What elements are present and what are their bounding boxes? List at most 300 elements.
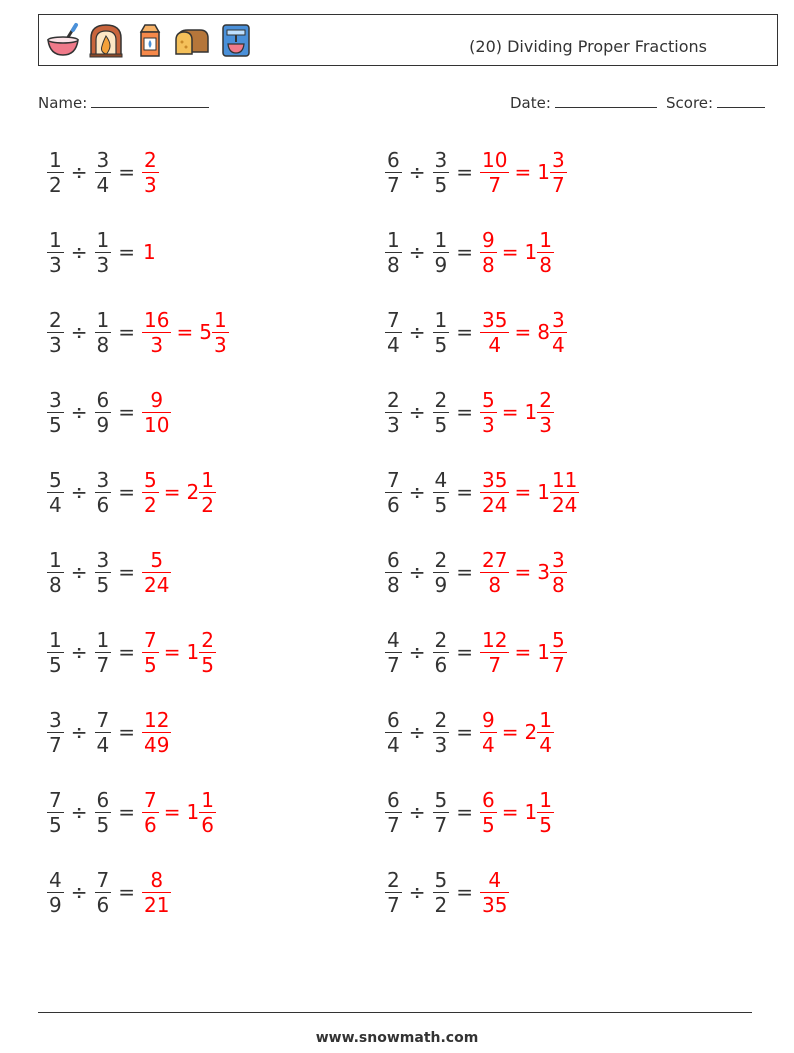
oven-icon (88, 22, 124, 58)
equals-sign: = (118, 240, 135, 264)
answer-fraction (481, 147, 508, 197)
dividend-fraction-denominator: 9 (49, 892, 62, 917)
name-label: Name: (38, 94, 88, 112)
mixed-number-answer (186, 467, 215, 517)
divisor-fraction (96, 467, 111, 517)
dividend-fraction (48, 147, 63, 197)
equals-sign: = (118, 160, 135, 184)
dividend-fraction-denominator: 8 (387, 252, 400, 277)
divisor-fraction (434, 707, 449, 757)
divide-sign: ÷ (70, 160, 88, 184)
equals-sign: = (456, 240, 473, 264)
dividend-fraction-numerator: 3 (49, 707, 62, 732)
answer-fraction-numerator: 6 (482, 787, 495, 812)
divide-sign: ÷ (408, 160, 426, 184)
answer-equals-sign: = (163, 800, 181, 824)
dividend-fraction-numerator: 1 (49, 227, 62, 252)
answer-fraction-numerator: 12 (144, 707, 170, 732)
mixed-number-answer (524, 707, 553, 757)
name-field (38, 93, 209, 112)
divide-sign: ÷ (70, 320, 88, 344)
divide-sign: ÷ (70, 640, 88, 664)
mixed-fraction-denominator: 8 (539, 252, 552, 277)
divisor-fraction (96, 387, 111, 437)
answer-fraction-denominator: 21 (144, 892, 170, 917)
dividend-fraction-denominator: 4 (49, 492, 62, 517)
mixed-fraction (200, 787, 215, 837)
divide-sign: ÷ (70, 880, 88, 904)
dividend-fraction (386, 867, 401, 917)
answer-fraction-denominator: 5 (144, 652, 157, 677)
dividend-fraction (386, 787, 401, 837)
dividend-fraction-denominator: 3 (49, 332, 62, 357)
divisor-fraction-denominator: 4 (96, 732, 110, 757)
mixed-whole: 5 (199, 320, 212, 344)
dividend-fraction-denominator: 7 (387, 652, 400, 677)
answer-fraction-numerator: 4 (488, 867, 502, 892)
divisor-fraction (96, 147, 111, 197)
problem-item (386, 782, 553, 842)
dividend-fraction-numerator: 2 (49, 307, 62, 332)
mixed-fraction-numerator: 1 (213, 307, 227, 332)
dividend-fraction-numerator: 6 (387, 147, 400, 172)
dividend-fraction-denominator: 8 (49, 572, 62, 597)
mixed-fraction-numerator: 3 (551, 307, 565, 332)
mixed-fraction (200, 467, 215, 517)
dividend-fraction-numerator: 6 (387, 707, 400, 732)
mixed-whole: 1 (186, 640, 200, 664)
dividend-fraction (48, 867, 63, 917)
date-line[interactable] (555, 93, 657, 108)
equals-sign: = (118, 800, 135, 824)
dividend-fraction-denominator: 5 (49, 652, 62, 677)
answer-fraction-numerator: 5 (150, 547, 164, 572)
answer-fraction-denominator: 6 (144, 812, 157, 837)
divisor-fraction (434, 867, 449, 917)
answer-fraction-numerator: 12 (482, 627, 508, 652)
divisor-fraction-denominator: 6 (434, 652, 448, 677)
milk-carton-icon (131, 22, 167, 58)
mixed-fraction-denominator: 7 (551, 652, 565, 677)
divide-sign: ÷ (70, 480, 88, 504)
divisor-fraction-numerator: 2 (434, 627, 448, 652)
dividend-fraction-denominator: 7 (387, 172, 400, 197)
dividend-fraction-denominator: 8 (387, 572, 400, 597)
divisor-fraction-numerator: 3 (96, 147, 110, 172)
mixed-fraction-denominator: 4 (539, 732, 552, 757)
answer-fraction (481, 707, 496, 757)
divide-sign: ÷ (408, 560, 426, 584)
answer-fraction-numerator: 27 (482, 547, 508, 572)
answer-fraction (143, 707, 170, 757)
divisor-fraction-numerator: 6 (96, 787, 110, 812)
dividend-fraction (386, 387, 401, 437)
problem-item (386, 382, 553, 442)
dividend-fraction-numerator: 1 (387, 227, 400, 252)
dividend-fraction-numerator: 6 (387, 787, 400, 812)
divisor-fraction-numerator: 1 (96, 627, 110, 652)
answer-fraction-denominator: 3 (482, 412, 495, 437)
dividend-fraction (386, 307, 401, 357)
dividend-fraction (48, 707, 63, 757)
dividend-fraction (48, 227, 63, 277)
mixed-fraction-numerator: 1 (201, 467, 214, 492)
problem-item (386, 702, 553, 762)
divisor-fraction-denominator: 5 (434, 492, 448, 517)
dividend-fraction-denominator: 3 (49, 252, 62, 277)
divisor-fraction (96, 627, 111, 677)
icon-row (45, 22, 253, 58)
equals-sign: = (456, 320, 473, 344)
divisor-fraction-numerator: 4 (434, 467, 448, 492)
mixed-fraction (213, 307, 228, 357)
dividend-fraction (48, 467, 63, 517)
dividend-fraction-numerator: 7 (387, 467, 400, 492)
divisor-fraction-numerator: 5 (434, 787, 448, 812)
divisor-fraction (96, 307, 111, 357)
equals-sign: = (118, 640, 135, 664)
mixed-fraction (200, 627, 215, 677)
divisor-fraction-numerator: 2 (434, 707, 448, 732)
dividend-fraction-numerator: 6 (387, 547, 400, 572)
mixed-fraction-numerator: 5 (551, 627, 565, 652)
problem-item (48, 302, 228, 362)
divisor-fraction (434, 547, 449, 597)
divisor-fraction-denominator: 3 (96, 252, 110, 277)
answer-fraction (481, 547, 508, 597)
answer-equals-sign: = (514, 320, 532, 344)
divisor-fraction-denominator: 5 (434, 172, 448, 197)
problem-item (386, 142, 566, 202)
date-label: Date: (510, 94, 551, 112)
divisor-fraction-numerator: 1 (96, 307, 110, 332)
dividend-fraction-numerator: 4 (49, 867, 62, 892)
dividend-fraction-denominator: 7 (387, 812, 400, 837)
mixer-icon (217, 22, 253, 58)
divisor-fraction (96, 707, 111, 757)
divisor-fraction (96, 867, 111, 917)
equals-sign: = (118, 560, 135, 584)
divisor-fraction (96, 787, 111, 837)
divisor-fraction-numerator: 2 (434, 547, 448, 572)
mixed-number-answer (524, 787, 553, 837)
mixed-whole: 2 (186, 480, 200, 504)
problem-item (386, 462, 578, 522)
answer-equals-sign: = (163, 480, 181, 504)
mixed-number-answer (186, 787, 215, 837)
divisor-fraction-denominator: 9 (96, 412, 110, 437)
answer-fraction-denominator: 8 (482, 252, 495, 277)
problem-item (48, 382, 170, 442)
equals-sign: = (456, 400, 473, 424)
dividend-fraction-denominator: 3 (387, 412, 400, 437)
dividend-fraction-numerator: 7 (49, 787, 62, 812)
answer-equals-sign: = (514, 560, 532, 584)
problem-item (48, 702, 170, 762)
answer-fraction (143, 147, 158, 197)
dividend-fraction (386, 467, 401, 517)
dividend-fraction-numerator: 5 (49, 467, 62, 492)
date-field (510, 93, 657, 112)
mixed-whole: 1 (524, 800, 538, 824)
answer-fraction-numerator: 9 (150, 387, 164, 412)
mixed-fraction-numerator: 3 (551, 147, 565, 172)
answer-fraction-numerator: 10 (482, 147, 508, 172)
mixed-whole: 1 (537, 640, 550, 664)
answer-fraction-denominator: 4 (480, 332, 509, 355)
answer-fraction (143, 307, 170, 357)
divisor-fraction-denominator: 2 (434, 892, 448, 917)
bread-loaf-icon (174, 22, 210, 58)
mixed-number-answer (537, 467, 578, 517)
dividend-fraction (386, 707, 401, 757)
dividend-fraction-numerator: 1 (49, 547, 62, 572)
divide-sign: ÷ (70, 560, 88, 584)
footer-divider (38, 1012, 752, 1013)
divisor-fraction (434, 147, 449, 197)
dividend-fraction (386, 227, 401, 277)
mixing-bowl-icon (45, 22, 81, 58)
score-label: Score: (666, 94, 714, 112)
answer-equals-sign: = (514, 640, 532, 664)
answer-fraction-denominator: 2 (144, 492, 157, 517)
divide-sign: ÷ (408, 720, 426, 744)
equals-sign: = (456, 480, 473, 504)
divide-sign: ÷ (408, 880, 426, 904)
divide-sign: ÷ (408, 800, 426, 824)
mixed-whole: 1 (186, 800, 200, 824)
divisor-fraction-numerator: 7 (96, 707, 110, 732)
answer-fraction (481, 467, 508, 517)
score-line[interactable] (717, 93, 765, 108)
mixed-number-answer (537, 627, 565, 677)
mixed-whole: 2 (524, 720, 538, 744)
mixed-fraction (551, 467, 578, 517)
answer-fraction-denominator: 3 (142, 332, 171, 355)
divisor-fraction (434, 467, 449, 517)
mixed-number-answer (537, 547, 565, 597)
answer-fraction-numerator: 7 (144, 787, 157, 812)
mixed-fraction (551, 307, 566, 357)
answer-equals-sign: = (176, 320, 194, 344)
equals-sign: = (118, 480, 135, 504)
mixed-fraction-numerator: 1 (539, 707, 552, 732)
dividend-fraction (48, 307, 63, 357)
dividend-fraction-denominator: 5 (49, 812, 62, 837)
dividend-fraction (386, 147, 401, 197)
problem-item (386, 542, 566, 602)
answer-fraction-numerator: 2 (144, 147, 157, 172)
mixed-whole: 1 (524, 240, 538, 264)
answer-equals-sign: = (501, 800, 519, 824)
mixed-fraction-numerator: 2 (539, 387, 552, 412)
mixed-fraction-denominator: 5 (201, 652, 214, 677)
equals-sign: = (456, 640, 473, 664)
divisor-fraction-denominator: 6 (96, 492, 110, 517)
mixed-number-answer (524, 387, 553, 437)
answer-fraction-denominator: 10 (144, 412, 170, 437)
problem-item (386, 302, 566, 362)
divisor-fraction-denominator: 9 (434, 252, 448, 277)
mixed-fraction-numerator: 11 (551, 467, 578, 492)
problem-item (48, 862, 170, 922)
answer-equals-sign: = (501, 240, 519, 264)
divisor-fraction-denominator: 3 (434, 732, 448, 757)
mixed-number-answer (524, 227, 553, 277)
answer-fraction-numerator: 8 (150, 867, 164, 892)
answer-fraction-denominator: 24 (144, 572, 170, 597)
mixed-fraction (551, 147, 566, 197)
mixed-fraction (538, 787, 553, 837)
problem-item (386, 622, 566, 682)
divide-sign: ÷ (70, 240, 88, 264)
answer-fraction-denominator: 5 (482, 812, 495, 837)
mixed-fraction-denominator: 6 (201, 812, 214, 837)
divisor-fraction-denominator: 8 (96, 332, 110, 357)
mixed-fraction-numerator: 1 (539, 227, 552, 252)
divisor-fraction-denominator: 5 (96, 572, 110, 597)
divisor-fraction-numerator: 1 (434, 227, 448, 252)
dividend-fraction (48, 787, 63, 837)
dividend-fraction-numerator: 3 (49, 387, 62, 412)
problem-item (48, 142, 158, 202)
mixed-whole: 1 (537, 480, 550, 504)
mixed-whole: 8 (537, 320, 550, 344)
divisor-fraction (434, 227, 449, 277)
mixed-whole: 3 (537, 560, 550, 584)
dividend-fraction-denominator: 4 (387, 332, 400, 357)
mixed-fraction-numerator: 2 (201, 627, 214, 652)
mixed-fraction-denominator: 2 (201, 492, 214, 517)
divide-sign: ÷ (408, 480, 426, 504)
divisor-fraction-numerator: 1 (434, 307, 448, 332)
divisor-fraction (434, 627, 449, 677)
mixed-fraction (538, 387, 553, 437)
divisor-fraction (434, 787, 449, 837)
answer-fraction-denominator: 49 (144, 732, 170, 757)
mixed-fraction-denominator: 8 (551, 572, 565, 597)
answer-fraction (481, 307, 508, 357)
problem-item (48, 782, 215, 842)
divide-sign: ÷ (408, 320, 426, 344)
answer-fraction-numerator: 16 (144, 307, 170, 332)
mixed-fraction-denominator: 3 (213, 332, 227, 357)
answer-fraction-denominator: 24 (482, 492, 508, 517)
divisor-fraction (96, 547, 111, 597)
divisor-fraction-denominator: 9 (434, 572, 448, 597)
mixed-fraction (551, 547, 566, 597)
equals-sign: = (456, 560, 473, 584)
answer-fraction (143, 787, 158, 837)
mixed-fraction (538, 707, 553, 757)
dividend-fraction-denominator: 5 (49, 412, 62, 437)
divisor-fraction-denominator: 4 (96, 172, 110, 197)
divisor-fraction-denominator: 7 (96, 652, 110, 677)
answer-fraction-numerator: 9 (482, 707, 495, 732)
mixed-fraction-numerator: 1 (539, 787, 552, 812)
divisor-fraction-numerator: 2 (434, 387, 448, 412)
mixed-fraction (538, 227, 553, 277)
divisor-fraction (434, 307, 449, 357)
dividend-fraction (48, 387, 63, 437)
mixed-fraction-denominator: 4 (551, 332, 565, 357)
dividend-fraction-numerator: 4 (387, 627, 400, 652)
footer-website: www.snowmath.com (315, 1030, 479, 1046)
mixed-whole: 1 (537, 160, 550, 184)
mixed-fraction-denominator: 3 (539, 412, 552, 437)
dividend-fraction-numerator: 7 (387, 307, 400, 332)
divisor-fraction-denominator: 6 (96, 892, 110, 917)
answer-equals-sign: = (163, 640, 181, 664)
answer-fraction-denominator: 7 (480, 172, 509, 195)
divisor-fraction-numerator: 3 (434, 147, 448, 172)
dividend-fraction (48, 547, 63, 597)
mixed-fraction-numerator: 3 (551, 547, 565, 572)
mixed-fraction (551, 627, 566, 677)
worksheet-header (38, 14, 778, 66)
equals-sign: = (118, 720, 135, 744)
equals-sign: = (118, 880, 135, 904)
mixed-number-answer (537, 307, 565, 357)
dividend-fraction-numerator: 2 (387, 867, 400, 892)
dividend-fraction-numerator: 2 (387, 387, 400, 412)
answer-fraction (481, 227, 496, 277)
answer-fraction (481, 787, 496, 837)
mixed-fraction-numerator: 1 (201, 787, 214, 812)
mixed-fraction-denominator: 7 (551, 172, 565, 197)
divisor-fraction-denominator: 5 (434, 412, 448, 437)
mixed-whole: 1 (524, 400, 538, 424)
name-line[interactable] (91, 93, 209, 108)
answer-whole: 1 (143, 240, 156, 264)
mixed-fraction-denominator: 24 (551, 492, 578, 517)
divisor-fraction (434, 387, 449, 437)
answer-equals-sign: = (501, 400, 519, 424)
divisor-fraction-denominator: 7 (434, 812, 448, 837)
mixed-number-answer (199, 307, 227, 357)
answer-fraction-denominator: 8 (480, 572, 509, 595)
problem-item (386, 222, 553, 282)
equals-sign: = (118, 320, 135, 344)
answer-fraction-numerator: 7 (144, 627, 157, 652)
problem-item (48, 222, 156, 282)
equals-sign: = (456, 160, 473, 184)
divisor-fraction-numerator: 1 (96, 227, 110, 252)
answer-fraction-numerator: 35 (482, 307, 508, 332)
divide-sign: ÷ (408, 400, 426, 424)
answer-fraction (481, 867, 508, 917)
score-field (666, 93, 765, 112)
problem-item (48, 542, 170, 602)
mixed-fraction-denominator: 5 (539, 812, 552, 837)
answer-fraction-numerator: 5 (482, 387, 495, 412)
answer-fraction-denominator: 35 (482, 892, 508, 917)
answer-fraction (481, 387, 496, 437)
divisor-fraction-numerator: 7 (96, 867, 110, 892)
answer-equals-sign: = (514, 160, 532, 184)
answer-equals-sign: = (514, 480, 532, 504)
answer-fraction-numerator: 35 (482, 467, 508, 492)
divisor-fraction-denominator: 5 (96, 812, 110, 837)
dividend-fraction-denominator: 7 (387, 892, 400, 917)
answer-fraction (143, 867, 170, 917)
divide-sign: ÷ (70, 720, 88, 744)
answer-equals-sign: = (501, 720, 519, 744)
answer-fraction-numerator: 5 (144, 467, 157, 492)
mixed-number-answer (537, 147, 565, 197)
divisor-fraction-denominator: 5 (434, 332, 448, 357)
divisor-fraction (96, 227, 111, 277)
